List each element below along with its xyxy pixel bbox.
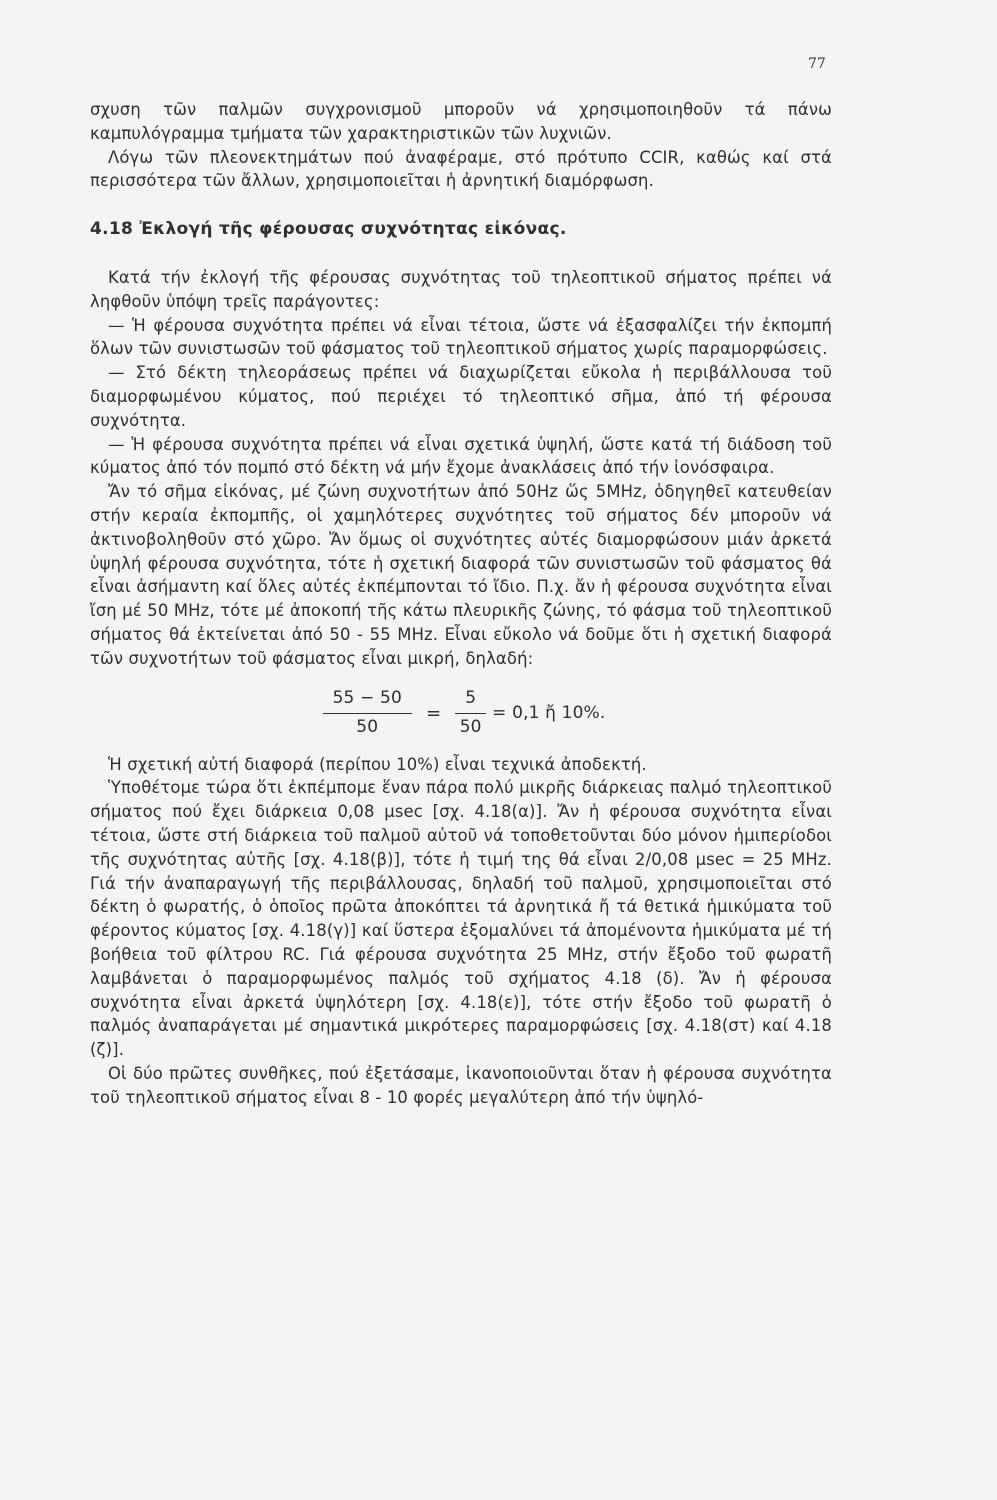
fraction-1-numerator: 55 − 50 — [323, 687, 412, 714]
list-item-1: — Ἡ φέρουσα συχνότητα πρέπει νά εἶναι τέτοια, ὥστε νά ἐξασφαλίζει τήν ἐκπομπή ὅλων τῶν συνιστωσῶν τοῦ φάσματος τοῦ τηλεοπτικοῦ σήματος χωρίς παραμορφώσεις. — [90, 315, 832, 359]
list-item-3: — Ἡ φέρουσα συχνότητα πρέπει νά εἶναι σχετικά ὑψηλή, ὥστε κατά τή διάδοση τοῦ κύματος ἀπό τόν πομπό στό δέκτη νά μήν ἔχομε ἀνακλάσεις ἀπό τήν ἰονόσφαιρα. — [90, 434, 832, 478]
fraction-1-denominator: 50 — [356, 717, 379, 738]
page-number: 77 — [808, 56, 826, 72]
paragraph-6: Ὑποθέτομε τώρα ὅτι ἐκπέμπομε ἕναν πάρα πολύ μικρῆς διάρκειας παλμό τηλεοπτικοῦ σήματος πού ἔχει διάρκεια 0,08 μsec [σχ. 4.18(α)]. Ἄν ἡ φέρουσα συχνότητα εἶναι τέτοια, ὥστε στή διάρκεια τοῦ παλμοῦ αὐτοῦ νά τοποθετοῦνται δύο μόνον ἡμιπερίοδοι τῆς συχνότητας αὐτῆς [σχ. 4.18(β)], τότε ἡ τιμή της θά εἶναι 2/0,08 μsec = 25 MHz. Γιά τήν ἀναπαραγωγή τῆς περιβάλλουσας, δηλαδή τοῦ παλμοῦ, χρησιμοποιεῖται στό δέκτη ὁ φωρατής, ὁ ὁποῖος πρῶτα ἀποκόπτει τά ἀρνητικά ἤ τά θετικά ἡμικύματα τοῦ φέροντος κύματος [σχ. 4.18(γ)] καί ὕστερα ἐξομαλύνει τά ἀπομένοντα ἡμικύματα μέ τή βοήθεια τοῦ φίλτρου RC. Γιά φέρουσα συχνότητα 25 MHz, στήν ἔξοδο τοῦ φωρατῆ λαμβάνεται ὁ παραμορφωμένος παλμός τοῦ σχήματος 4.18 (δ). Ἄν ἡ φέρουσα συχνότητα εἶναι ἀρκετά ὑψηλότερη [σχ. 4.18(ε)], τότε στήν ἔξοδο τοῦ φωρατῆ ὁ παλμός ἀναπαράγεται μέ σημαντικά μικρότερες παραμορφώσεις [σχ. 4.18(στ) καί 4.18 (ζ)]. — [90, 778, 832, 1060]
paragraph-4: Ἄν τό σῆμα εἰκόνας, μέ ζώνη συχνοτήτων ἀπό 50Hz ὥς 5MHz, ὁδηγηθεῖ κατευθείαν στήν κεραία ἐκπομπῆς, οἱ χαμηλότερες συχνότητες τοῦ σήματος δέν μποροῦν νά ἀκτινοβοληθοῦν στό χῶρο. Ἄν ὅμως οἱ συχνότητες αὐτές διαμορφώσουν μιάν ἀρκετά ὑψηλή φέρουσα συχνότητα, τότε ἡ σχετική διαφορά τῶν συνιστωσῶν τοῦ φάσματος θά εἶναι ἀσήμαντη καί ὅλες αὐτές ἐκπέμπονται τό ἴδιο. Π.χ. ἄν ἡ φέρουσα συχνότητα εἶναι ἴση μέ 50 MHz, τότε μέ ἀποκοπή τῆς κάτω πλευρικῆς ζώνης, τό φάσμα τοῦ τηλεοπτικοῦ σήματος θά ἐκτείνεται ἀπό 50 - 55 MHz. Εἶναι εὔκολο νά δοῦμε ὅτι ἡ σχετική διαφορά τῶν συχνοτήτων τοῦ φάσματος εἶναι μικρή, δηλαδή: — [90, 482, 832, 668]
equals-sign: = — [425, 702, 442, 724]
formula-result: = 0,1 ἤ 10%. — [492, 702, 606, 723]
fraction-2-numerator: 5 — [455, 687, 486, 714]
section-heading: 4.18 Ἐκλογή τῆς φέρουσας συχνότητας εἰκόνας. — [90, 219, 567, 240]
paragraph-7: Οἱ δύο πρῶτες συνθῆκες, πού ἐξετάσαμε, ἱκανοποιοῦνται ὅταν ἡ φέρουσα συχνότητα τοῦ τηλεοπτικοῦ σήματος εἶναι 8 - 10 φορές μεγαλύτερη ἀπό τήν ὑψηλό- — [90, 1063, 832, 1107]
fraction-2 — [455, 687, 486, 740]
body-text — [90, 98, 832, 1109]
paragraph-2: Λόγω τῶν πλεονεκτημάτων πού ἀναφέραμε, στό πρότυπο CCIR, καθώς καί στά περισσότερα τῶν ἄλλων, χρησιμοποιεῖται ἡ ἀρνητική διαμόρφωση. — [90, 147, 832, 191]
paragraph-3: Κατά τήν ἐκλογή τῆς φέρουσας συχνότητας τοῦ τηλεοπτικοῦ σήματος πρέπει νά ληφθοῦν ὑπόψη τρεῖς παράγοντες: — [90, 267, 832, 311]
fraction-1 — [323, 687, 412, 740]
list-item-2: — Στό δέκτη τηλεοράσεως πρέπει νά διαχωρίζεται εὔκολα ἡ περιβάλλουσα τοῦ διαμορφωμένου κύματος, πού περιέχει τό τηλεοπτικό σῆμα, ἀπό τή φέρουσα συχνότητα. — [90, 363, 832, 430]
paragraph-1: σχυση τῶν παλμῶν συγχρονισμοῦ μποροῦν νά χρησιμοποιηθοῦν τά πάνω καμπυλόγραμμα τμήματα τῶν χαρακτηριστικῶν τῶν λυχνιῶν. — [90, 100, 832, 143]
fraction-2-denominator: 50 — [459, 717, 482, 738]
formula — [90, 679, 832, 749]
paragraph-5: Ἡ σχετική αὐτή διαφορά (περίπου 10%) εἶναι τεχνικά ἀποδεκτή. — [108, 754, 647, 774]
